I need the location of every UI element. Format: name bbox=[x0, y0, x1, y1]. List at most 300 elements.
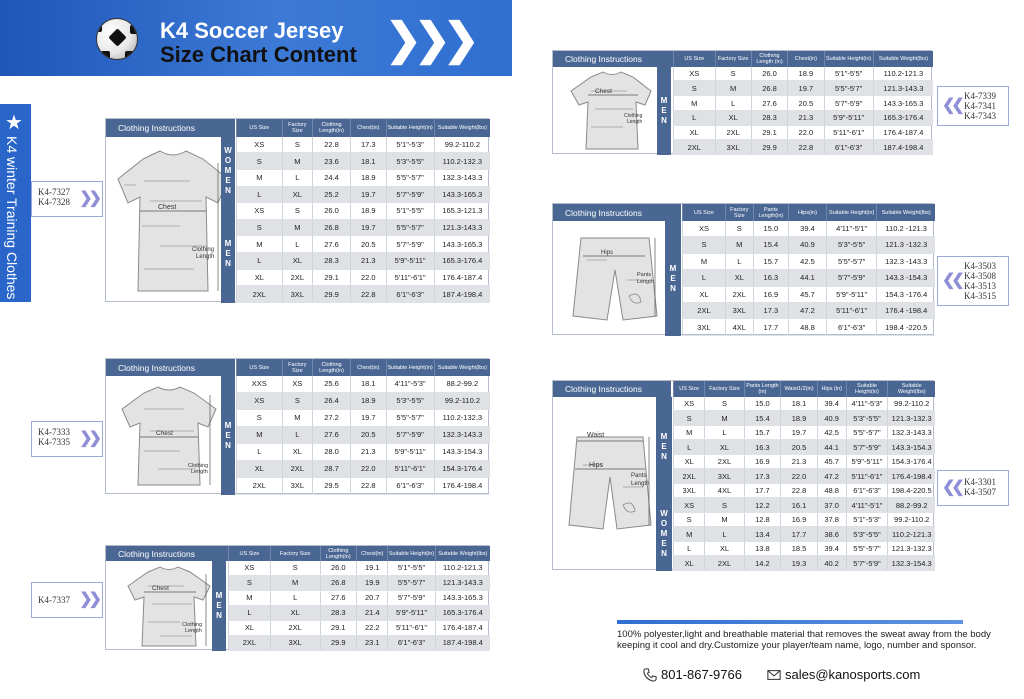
double-chevron-left-icon: ❮❮ bbox=[942, 97, 961, 114]
table-cell: 5'1"-5'3" bbox=[846, 512, 888, 527]
table-cell: L bbox=[282, 169, 312, 186]
table-cell: XL bbox=[725, 270, 753, 286]
product-codes: K4-7337 ❯❯ bbox=[31, 582, 103, 618]
table-cell: L bbox=[237, 186, 283, 203]
table-cell: S bbox=[725, 221, 753, 237]
men-group-label-side: MEN bbox=[212, 561, 226, 651]
table-cell: 5'11"-6'1" bbox=[386, 460, 434, 477]
table-row bbox=[237, 253, 491, 270]
table-cell: XS bbox=[674, 67, 716, 81]
table-cell: 5'11"-6'1" bbox=[846, 469, 888, 484]
table-cell: XL bbox=[674, 125, 716, 140]
table-cell: S bbox=[229, 575, 271, 590]
table-cell: 13.8 bbox=[744, 541, 781, 556]
table-cell: 27.6 bbox=[320, 590, 357, 605]
table-cell: XL bbox=[705, 541, 744, 556]
table-cell: S bbox=[674, 81, 716, 96]
double-chevron-left-icon: ❮❮ bbox=[942, 272, 961, 289]
table-cell: L bbox=[725, 253, 753, 269]
table-cell: 29.1 bbox=[751, 125, 787, 140]
chest-label: Chest bbox=[595, 88, 612, 95]
table-cell: 3XL bbox=[683, 319, 726, 336]
side-banner-text: K4 winter Training Clothes bbox=[4, 136, 20, 300]
table-cell: 15.0 bbox=[744, 397, 781, 411]
table-cell: 176.4-198.4 bbox=[888, 469, 935, 484]
table-cell: M bbox=[725, 237, 753, 253]
table-cell: 23.6 bbox=[313, 153, 351, 170]
hips-label: Hips bbox=[589, 462, 604, 469]
table-cell: 45.7 bbox=[817, 454, 846, 469]
product-codes: K4-7327 K4-7328 ❯❯ bbox=[31, 181, 103, 217]
table-row bbox=[229, 605, 491, 620]
col-header: Suitable Height(in) bbox=[386, 119, 434, 137]
phone-contact bbox=[643, 667, 742, 682]
table-cell: 27.6 bbox=[313, 236, 351, 253]
size-table bbox=[236, 119, 490, 303]
table-cell: 143.3-165.3 bbox=[873, 96, 933, 111]
jersey-figure bbox=[120, 564, 220, 650]
table-cell: 5'3"-5'5" bbox=[846, 527, 888, 542]
svg-text:Length: Length bbox=[191, 469, 208, 475]
table-cell: 39.4 bbox=[817, 541, 846, 556]
header-subtitle: Size Chart Content bbox=[160, 42, 357, 67]
table-cell: 176.4-187.4 bbox=[873, 125, 933, 140]
table-row bbox=[674, 96, 934, 111]
table-cell: 2XL bbox=[270, 620, 320, 635]
table-cell: 22.8 bbox=[351, 477, 386, 494]
table-cell: 38.6 bbox=[817, 527, 846, 542]
table-cell: 5'9"-5'11" bbox=[388, 605, 435, 620]
men-group-label: MEN bbox=[221, 204, 235, 303]
table-cell: 4XL bbox=[725, 319, 753, 336]
table-cell: 2XL bbox=[683, 303, 726, 319]
table-cell: S bbox=[270, 561, 320, 575]
double-chevron-right-icon: ❯❯ bbox=[79, 190, 98, 207]
table-cell: 29.9 bbox=[320, 635, 357, 650]
table-cell: 19.7 bbox=[781, 425, 818, 440]
table-cell: 6'1"-6'3" bbox=[388, 635, 435, 650]
table-cell: 3XL bbox=[282, 477, 312, 494]
table-cell: 26.0 bbox=[751, 67, 787, 81]
table-cell: 5'7"-5'9" bbox=[826, 270, 877, 286]
table-cell: S bbox=[237, 219, 283, 236]
table-cell: 16.3 bbox=[753, 270, 788, 286]
table-cell: M bbox=[282, 409, 312, 426]
table-cell: 88.2-99.2 bbox=[434, 376, 490, 392]
table-cell: 121.3-143.3 bbox=[873, 81, 933, 96]
hips-label: Hips bbox=[601, 250, 614, 256]
svg-text:Pants: Pants bbox=[637, 272, 652, 278]
soccer-ball-icon bbox=[96, 18, 138, 60]
size-table: US Size Factory Size Pants Length(in) Hips(in) Suitable Height(in) Suitable Weight(lbs) XS S 15.0 39.4 4'11"-5'1" 110.2 -121.3 S M 15.4 40.9 5'3"-5'5" 121.3 -132.3 M L 15.7 42.5 5'5"-5'7" 132.3 -143.3 L XL 16.3 44.1 5'7"-5'9" 143.3 -154.3 XL 2XL 16.9 45.7 5'9"-5'11" 154.3 -176.4 2XL 3XL 17.3 47.2 5'11"-6'1" 176.4 -198.4 3XL 4XL 17.7 48.8 6'1"-6'3" 198.4 -220.5 bbox=[682, 204, 935, 336]
table-cell: 2XL bbox=[282, 460, 312, 477]
table-cell: 5'3"-5'5" bbox=[846, 411, 888, 426]
table-row bbox=[674, 110, 934, 125]
table-row bbox=[674, 498, 936, 513]
table-cell: XL bbox=[674, 454, 705, 469]
table-cell: L bbox=[237, 443, 283, 460]
table-cell: 15.4 bbox=[744, 411, 781, 426]
table-cell: 5'9"-5'11" bbox=[846, 454, 888, 469]
table-cell: 132.3-154.3 bbox=[888, 556, 935, 571]
table-cell: 22.8 bbox=[788, 140, 824, 155]
table-cell: 5'1"-5'5" bbox=[824, 67, 873, 81]
table-cell: L bbox=[674, 440, 705, 455]
table-row bbox=[674, 454, 936, 469]
table-cell: 5'5"-5'7" bbox=[824, 81, 873, 96]
table-cell: M bbox=[705, 411, 744, 426]
table-cell: 5'3"-5'5" bbox=[386, 392, 434, 409]
table-row bbox=[683, 319, 936, 336]
table-cell: S bbox=[683, 237, 726, 253]
double-chevron-right-icon: ❯❯ bbox=[79, 591, 98, 608]
table-cell: 18.1 bbox=[781, 397, 818, 411]
table-cell: 17.3 bbox=[351, 137, 386, 153]
table-cell: 132.3-143.3 bbox=[888, 425, 935, 440]
phone-number[interactable]: 801-867-9766 bbox=[661, 667, 742, 682]
table-cell: 154.3-176.4 bbox=[434, 460, 490, 477]
table-cell: 143.3-154.3 bbox=[434, 443, 490, 460]
table-cell: 3XL bbox=[715, 140, 751, 155]
table-cell: 6'1"-6'3" bbox=[386, 477, 434, 494]
table-cell: 20.7 bbox=[357, 590, 388, 605]
table-cell: XS bbox=[683, 221, 726, 237]
table-cell: 22.8 bbox=[351, 286, 386, 303]
table-cell: 5'1"-5'3" bbox=[386, 137, 434, 153]
table-cell: L bbox=[674, 110, 716, 125]
table-cell: S bbox=[282, 137, 312, 153]
table-cell: 12.8 bbox=[744, 512, 781, 527]
table-cell: XS bbox=[237, 203, 283, 220]
table-cell: L bbox=[715, 96, 751, 111]
table-cell: 44.1 bbox=[789, 270, 827, 286]
svg-text:Pants: Pants bbox=[631, 473, 647, 479]
women-group-label: WOMEN bbox=[656, 497, 672, 571]
table-cell: 27.6 bbox=[313, 426, 351, 443]
table-cell: 2XL bbox=[705, 454, 744, 469]
chevron-right-icon: ❯❯❯ bbox=[385, 15, 472, 64]
table-cell: 21.3 bbox=[351, 443, 386, 460]
table-cell: 14.2 bbox=[744, 556, 781, 571]
table-cell: XL bbox=[683, 286, 726, 302]
table-cell: 28.3 bbox=[313, 253, 351, 270]
table-cell: 16.9 bbox=[753, 286, 788, 302]
table-row bbox=[674, 411, 936, 426]
table-cell: 26.8 bbox=[751, 81, 787, 96]
table-cell: 2XL bbox=[715, 125, 751, 140]
table-cell: 3XL bbox=[674, 483, 705, 498]
table-cell: XL bbox=[229, 620, 271, 635]
table-cell: 42.5 bbox=[789, 253, 827, 269]
table-cell: 198.4 -220.5 bbox=[877, 319, 935, 336]
table-cell: XL bbox=[674, 556, 705, 571]
header-title: K4 Soccer Jersey bbox=[160, 18, 344, 43]
table-cell: S bbox=[282, 203, 312, 220]
table-row bbox=[674, 125, 934, 140]
table-cell: 29.9 bbox=[313, 286, 351, 303]
table-cell: 18.1 bbox=[351, 376, 386, 392]
col-header: Clothing Length(in) bbox=[313, 119, 351, 137]
table-cell: 165.3-121.3 bbox=[434, 203, 490, 220]
table-cell: M bbox=[229, 590, 271, 605]
table-cell: 17.7 bbox=[744, 483, 781, 498]
product-codes: K4-7333 K4-7335 ❯❯ bbox=[31, 421, 103, 457]
table-cell: 6'1"-6'3" bbox=[846, 483, 888, 498]
table-cell: 16.3 bbox=[744, 440, 781, 455]
table-cell: 143.3-165.3 bbox=[434, 236, 490, 253]
header-banner bbox=[0, 0, 512, 76]
email-contact bbox=[767, 667, 920, 682]
table-cell: 19.9 bbox=[357, 575, 388, 590]
table-cell: 2XL bbox=[705, 556, 744, 571]
table-cell: 5'7"-5'9" bbox=[388, 590, 435, 605]
table-cell: 132.3 -143.3 bbox=[877, 253, 935, 269]
table-cell: L bbox=[229, 605, 271, 620]
table-cell: 99.2-110.2 bbox=[888, 512, 935, 527]
table-cell: 18.9 bbox=[351, 169, 386, 186]
table-cell: 44.1 bbox=[817, 440, 846, 455]
table-cell: 4'11"-5'1" bbox=[826, 221, 877, 237]
table-cell: XL bbox=[282, 253, 312, 270]
table-cell: 5'7"-5'9" bbox=[846, 556, 888, 571]
table-cell: S bbox=[282, 392, 312, 409]
table-cell: 5'9"-5'11" bbox=[386, 443, 434, 460]
table-cell: 4'11"-5'3" bbox=[846, 397, 888, 411]
table-cell: 5'7"-5'9" bbox=[386, 186, 434, 203]
shorts-figure bbox=[567, 230, 671, 334]
table-cell: XXS bbox=[237, 376, 283, 392]
table-cell: 121.3-143.3 bbox=[434, 219, 490, 236]
table-cell: M bbox=[715, 81, 751, 96]
email-address[interactable]: sales@kanosports.com bbox=[785, 667, 921, 682]
table-cell: 29.9 bbox=[751, 140, 787, 155]
table-cell: M bbox=[237, 169, 283, 186]
table-cell: 24.4 bbox=[313, 169, 351, 186]
table-cell: 110.2-132.3 bbox=[434, 409, 490, 426]
table-cell: M bbox=[282, 153, 312, 170]
table-row bbox=[229, 561, 491, 575]
table-cell: 15.0 bbox=[753, 221, 788, 237]
table-cell: M bbox=[674, 527, 705, 542]
table-cell: L bbox=[683, 270, 726, 286]
product-codes: ❮❮ K4-7339 K4-7341 K4-7343 bbox=[937, 86, 1009, 126]
table-cell: 28.3 bbox=[751, 110, 787, 125]
men-group-label: MEN bbox=[221, 376, 235, 495]
table-cell: 37.0 bbox=[817, 498, 846, 513]
table-cell: S bbox=[674, 512, 705, 527]
table-cell: 18.5 bbox=[781, 541, 818, 556]
table-cell: XL bbox=[237, 460, 283, 477]
table-cell: 20.5 bbox=[351, 426, 386, 443]
table-cell: S bbox=[237, 153, 283, 170]
table-row bbox=[237, 269, 491, 286]
table-cell: 6'1"-6'3" bbox=[386, 286, 434, 303]
jersey-figure bbox=[561, 69, 661, 155]
table-cell: 5'1"-5'5" bbox=[386, 203, 434, 220]
footer-divider bbox=[617, 620, 963, 624]
col-header: Factory Size bbox=[282, 119, 312, 137]
table-row bbox=[683, 286, 936, 302]
table-row bbox=[229, 635, 491, 650]
table-cell: 20.5 bbox=[351, 236, 386, 253]
table-cell: XL bbox=[237, 269, 283, 286]
table-cell: 110.2-121.3 bbox=[435, 561, 490, 575]
table-cell: 20.5 bbox=[788, 96, 824, 111]
table-row bbox=[674, 440, 936, 455]
table-cell: 5'5"-5'7" bbox=[388, 575, 435, 590]
table-cell: 6'1"-6'3" bbox=[824, 140, 873, 155]
table-cell: 16.9 bbox=[744, 454, 781, 469]
table-row bbox=[683, 221, 936, 237]
table-cell: 5'7"-5'9" bbox=[386, 426, 434, 443]
table-cell: M bbox=[674, 425, 705, 440]
table-row bbox=[237, 137, 491, 153]
table-cell: 37.8 bbox=[817, 512, 846, 527]
table-cell: 48.8 bbox=[817, 483, 846, 498]
side-banner bbox=[0, 104, 31, 302]
table-cell: 5'5"-5'7" bbox=[386, 409, 434, 426]
table-cell: 5'11"-6'1" bbox=[824, 125, 873, 140]
table-row bbox=[237, 477, 491, 494]
table-row bbox=[237, 392, 491, 409]
table-cell: XS bbox=[229, 561, 271, 575]
size-chart-k4-7337 bbox=[105, 545, 489, 650]
table-cell: 5'9"-5'11" bbox=[824, 110, 873, 125]
table-cell: 21.3 bbox=[351, 253, 386, 270]
clothing-length-label: Clothing bbox=[192, 247, 215, 253]
table-row bbox=[237, 153, 491, 170]
table-cell: 3XL bbox=[705, 469, 744, 484]
table-cell: 15.4 bbox=[753, 237, 788, 253]
table-cell: 21.4 bbox=[357, 605, 388, 620]
table-row bbox=[674, 140, 934, 155]
table-cell: 25.2 bbox=[313, 186, 351, 203]
table-cell: 110.2 -121.3 bbox=[877, 221, 935, 237]
clothing-instructions-label: Clothing Instructions bbox=[553, 381, 671, 397]
table-cell: 176.4-187.4 bbox=[435, 620, 490, 635]
table-cell: 176.4-187.4 bbox=[434, 269, 490, 286]
svg-text:Clothing: Clothing bbox=[624, 113, 643, 119]
table-cell: M bbox=[683, 253, 726, 269]
size-table: US Size Factory Size Clothing Length(in) Chest(in) Suitable Height(in) Suitable Weight(lbs) XS S 26.0 19.1 5'1"-5'5" 110.2-121.3 S M 26.8 19.9 5'5"-5'7" 121.3-143.3 M L 27.6 20.7 5'7"-5'9" 143.3-165.3 L XL 28.3 21.4 5'9"-5'11" 165.3-176.4 XL 2XL 29.1 22.2 5'11"-6'1" 176.4-187.4 2XL 3XL 29.9 23.1 6'1"-6'3" 187.4-198.4 bbox=[228, 546, 490, 651]
table-cell: 21.3 bbox=[788, 110, 824, 125]
table-cell: 5'5"-5'7" bbox=[386, 219, 434, 236]
table-cell: XL bbox=[282, 443, 312, 460]
table-cell: S bbox=[705, 397, 744, 411]
table-cell: 18.9 bbox=[351, 392, 386, 409]
table-cell: 28.3 bbox=[320, 605, 357, 620]
table-cell: XS bbox=[237, 137, 283, 153]
svg-text:Length: Length bbox=[185, 628, 202, 634]
table-row bbox=[674, 397, 936, 411]
table-cell: M bbox=[237, 426, 283, 443]
table-cell: L bbox=[282, 426, 312, 443]
table-cell: 5'11"-6'1" bbox=[826, 303, 877, 319]
table-cell: 17.7 bbox=[753, 319, 788, 336]
table-row bbox=[237, 186, 491, 203]
table-cell: 110.2-121.3 bbox=[873, 67, 933, 81]
table-cell: 143.3-154.3 bbox=[888, 440, 935, 455]
table-cell: 165.3-176.4 bbox=[434, 253, 490, 270]
size-chart-k4-7333 bbox=[105, 358, 489, 494]
table-cell: S bbox=[705, 498, 744, 513]
table-cell: 26.0 bbox=[313, 203, 351, 220]
table-row bbox=[674, 81, 934, 96]
product-codes: ❮❮ K4-3301 K4-3507 bbox=[937, 470, 1009, 506]
table-cell: 19.7 bbox=[351, 409, 386, 426]
table-cell: 28.0 bbox=[313, 443, 351, 460]
table-cell: 19.7 bbox=[788, 81, 824, 96]
table-cell: 99.2-110.2 bbox=[888, 397, 935, 411]
table-cell: 22.8 bbox=[781, 483, 818, 498]
table-cell: 20.5 bbox=[781, 440, 818, 455]
table-cell: 5'7"-5'9" bbox=[824, 96, 873, 111]
table-cell: M bbox=[674, 96, 716, 111]
table-cell: 18.9 bbox=[781, 411, 818, 426]
svg-text:Clothing: Clothing bbox=[182, 622, 203, 628]
table-cell: S bbox=[674, 411, 705, 426]
table-cell: 187.4-198.4 bbox=[434, 286, 490, 303]
double-chevron-left-icon: ❮❮ bbox=[942, 479, 961, 496]
men-group-label: MEN bbox=[657, 67, 671, 155]
table-cell: 48.8 bbox=[789, 319, 827, 336]
table-cell: 176.4-198.4 bbox=[434, 477, 490, 494]
table-cell: 176.4 -198.4 bbox=[877, 303, 935, 319]
table-cell: S bbox=[715, 67, 751, 81]
clothing-instructions-label: Clothing Instructions bbox=[106, 359, 235, 376]
table-row bbox=[229, 620, 491, 635]
table-row bbox=[237, 409, 491, 426]
table-cell: 40.9 bbox=[789, 237, 827, 253]
size-table: US Size Factory Size Clothing Length (in) Chest(in) Suitable Height(in) Suitable Weight(lbs) XS S 26.0 18.9 5'1"-5'5" 110.2-121.3 S M 26.8 19.7 5'5"-5'7" 121.3-143.3 M L 27.6 20.5 5'7"-5'9" 143.3-165.3 L XL 28.3 21.3 5'9"-5'11" 165.3-176.4 XL 2XL 29.1 22.0 5'11"-6'1" 176.4-187.4 2XL 3XL 29.9 22.8 6'1"-6'3" 187.4-198.4 bbox=[673, 51, 933, 155]
table-cell: L bbox=[705, 527, 744, 542]
svg-text:Clothing: Clothing bbox=[188, 463, 209, 469]
size-chart-k4-3503 bbox=[552, 203, 934, 335]
table-cell: XS bbox=[237, 392, 283, 409]
col-header: Chest(in) bbox=[351, 119, 386, 137]
clothing-instructions-label: Clothing Instructions bbox=[106, 546, 231, 561]
table-row bbox=[237, 286, 491, 303]
svg-text:Length: Length bbox=[637, 279, 654, 285]
shorts-figure bbox=[563, 425, 663, 545]
table-cell: 47.2 bbox=[789, 303, 827, 319]
table-cell: 5'9"-5'11" bbox=[826, 286, 877, 302]
table-row bbox=[674, 483, 936, 498]
table-cell: 4'11"-5'1" bbox=[846, 498, 888, 513]
table-cell: 16.1 bbox=[781, 498, 818, 513]
table-cell: 5'5"-5'7" bbox=[846, 541, 888, 556]
table-cell: 2XL bbox=[674, 469, 705, 484]
table-row bbox=[674, 527, 936, 542]
table-cell: 5'3"-5'5" bbox=[386, 153, 434, 170]
table-cell: 18.1 bbox=[351, 153, 386, 170]
mail-icon bbox=[767, 668, 781, 682]
table-row bbox=[237, 169, 491, 186]
table-cell: 2XL bbox=[674, 140, 716, 155]
table-cell: 5'1"-5'5" bbox=[388, 561, 435, 575]
waist-label: Waist bbox=[587, 432, 605, 439]
table-row bbox=[237, 426, 491, 443]
table-cell: 5'9"-5'11" bbox=[386, 253, 434, 270]
table-cell: 26.4 bbox=[313, 392, 351, 409]
table-cell: 154.3 -176.4 bbox=[877, 286, 935, 302]
table-cell: 39.4 bbox=[817, 397, 846, 411]
table-cell: S bbox=[237, 409, 283, 426]
table-cell: 5'11"-6'1" bbox=[386, 269, 434, 286]
table-cell: 19.1 bbox=[357, 561, 388, 575]
star-icon: ★ bbox=[5, 112, 23, 134]
col-header: US Size bbox=[237, 119, 283, 137]
